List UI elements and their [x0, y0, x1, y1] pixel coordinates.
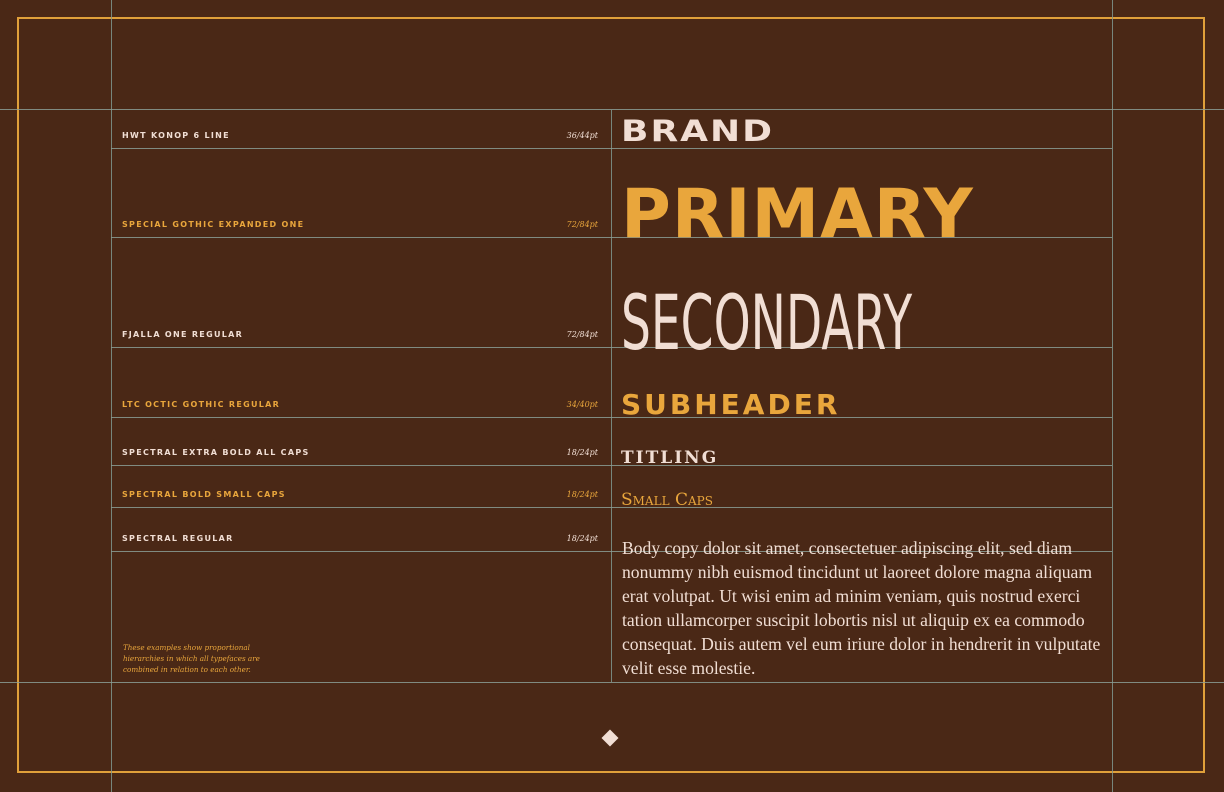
font-size-brand: 36/44pt — [566, 131, 598, 140]
guide-horizontal — [111, 347, 1112, 348]
guide-horizontal — [111, 417, 1112, 418]
font-size-titling: 18/24pt — [566, 448, 598, 457]
guide-vertical — [1112, 0, 1113, 792]
sample-primary: PRIMARY — [621, 175, 974, 254]
font-label-primary: SPECIAL GOTHIC EXPANDED ONE — [122, 220, 305, 229]
font-label-small-caps: SPECTRAL BOLD SMALL CAPS — [122, 490, 286, 499]
font-label-titling: SPECTRAL EXTRA BOLD ALL CAPS — [122, 448, 310, 457]
font-label-brand: HWT KONOP 6 LINE — [122, 131, 230, 140]
guide-horizontal — [0, 109, 1224, 110]
font-size-primary: 72/84pt — [566, 220, 598, 229]
font-size-small-caps: 18/24pt — [566, 490, 598, 499]
font-label-secondary: FJALLA ONE REGULAR — [122, 330, 244, 339]
sample-brand: BRAND — [621, 114, 775, 149]
guide-horizontal — [0, 682, 1224, 683]
sample-small-caps: Small Caps — [621, 490, 713, 510]
font-label-subheader: LTC OCTIC GOTHIC REGULAR — [122, 400, 281, 409]
font-size-subheader: 34/40pt — [566, 400, 598, 409]
footnote: These examples show proportional hierarchies in which all typefaces are combined in relation to each other. — [123, 643, 260, 674]
font-size-secondary: 72/84pt — [566, 330, 598, 339]
guide-vertical — [611, 110, 612, 682]
sample-body-copy: Body copy dolor sit amet, consectetuer adipiscing elit, sed diam nonummy nibh euismod tincidunt ut laoreet dolore magna aliquam erat volutpat. Ut wisi enim ad minim veniam, quis nostrud exerci tation ullamcorper suscipit lobortis nisl ut aliquip ex ea commodo consequat. Duis autem vel eum iriure dolor in hendrerit in vulputate velit esse molestie. — [622, 538, 1101, 678]
guide-horizontal — [111, 148, 1112, 149]
sample-secondary: SECONDARY — [621, 278, 913, 367]
sample-subheader: SUBHEADER — [621, 388, 841, 421]
font-size-body: 18/24pt — [566, 534, 598, 543]
guide-vertical — [111, 0, 112, 792]
guide-horizontal — [111, 465, 1112, 466]
guide-horizontal — [111, 507, 1112, 508]
font-label-body: SPECTRAL REGULAR — [122, 534, 234, 543]
sample-titling: TITLING — [621, 448, 719, 468]
